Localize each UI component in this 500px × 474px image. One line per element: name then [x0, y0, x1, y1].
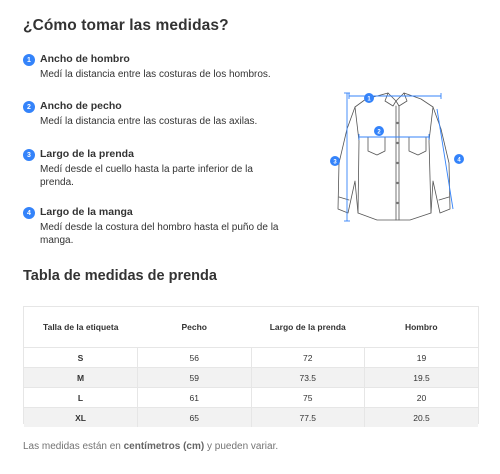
step-title: Largo de la manga — [40, 206, 133, 218]
cell-size: XL — [24, 408, 138, 428]
units-note-unit: centímetros (cm) — [123, 441, 205, 452]
shirt-icon — [325, 85, 470, 225]
units-note-prefix: Las medidas están en — [23, 441, 124, 452]
header-shoulder: Hombro — [365, 307, 479, 348]
table-row — [24, 368, 478, 388]
table-row — [24, 348, 478, 368]
cell-length: 73.5 — [251, 368, 365, 388]
step-title: Ancho de pecho — [40, 100, 122, 112]
cell-chest: 61 — [138, 388, 252, 408]
cell-length: 72 — [251, 348, 365, 368]
cell-size: M — [24, 368, 138, 388]
header-length: Largo de la prenda — [251, 307, 365, 348]
step-description: Medí la distancia entre las costuras de las axilas. — [40, 116, 258, 127]
cell-length: 77.5 — [251, 408, 365, 428]
units-note — [23, 441, 278, 452]
step-number-badge: 2 — [23, 101, 35, 113]
step-sleeve-length — [23, 205, 288, 247]
step-description: Medí la distancia entre las costuras de los hombros. — [40, 69, 271, 80]
diagram-marker-1: 1 — [367, 96, 371, 103]
cell-shoulder: 19.5 — [365, 368, 479, 388]
cell-chest: 59 — [138, 368, 252, 388]
cell-size: S — [24, 348, 138, 368]
cell-shoulder: 19 — [365, 348, 479, 368]
table-row — [24, 408, 478, 428]
cell-shoulder: 20 — [365, 388, 479, 408]
step-description: Medí desde el cuello hasta la parte inferior de la prenda. — [40, 164, 253, 188]
step-chest-width — [23, 99, 257, 128]
page-title: ¿Cómo tomar las medidas? — [23, 17, 229, 34]
size-table — [23, 306, 479, 424]
cell-chest: 56 — [138, 348, 252, 368]
table-row — [24, 388, 478, 408]
diagram-marker-4: 4 — [457, 157, 461, 164]
step-title: Largo de la prenda — [40, 148, 134, 160]
diagram-marker-3: 3 — [333, 159, 337, 166]
header-size-label: Talla de la etiqueta — [24, 307, 138, 348]
step-number-badge: 1 — [23, 54, 35, 66]
diagram-marker-2: 2 — [377, 129, 381, 136]
size-table-title: Tabla de medidas de prenda — [23, 268, 217, 284]
step-description: Medí desde la costura del hombro hasta el puño de la manga. — [40, 222, 279, 246]
table-header-row — [24, 307, 478, 348]
cell-size: L — [24, 388, 138, 408]
diagram-markers — [330, 93, 464, 166]
cell-chest: 65 — [138, 408, 252, 428]
cell-length: 75 — [251, 388, 365, 408]
step-number-badge: 4 — [23, 207, 35, 219]
cell-shoulder: 20.5 — [365, 408, 479, 428]
units-note-suffix: y pueden variar. — [204, 441, 279, 452]
step-garment-length — [23, 147, 288, 189]
step-number-badge: 3 — [23, 149, 35, 161]
header-chest: Pecho — [138, 307, 252, 348]
step-shoulder-width — [23, 52, 271, 81]
step-title: Ancho de hombro — [40, 53, 130, 65]
